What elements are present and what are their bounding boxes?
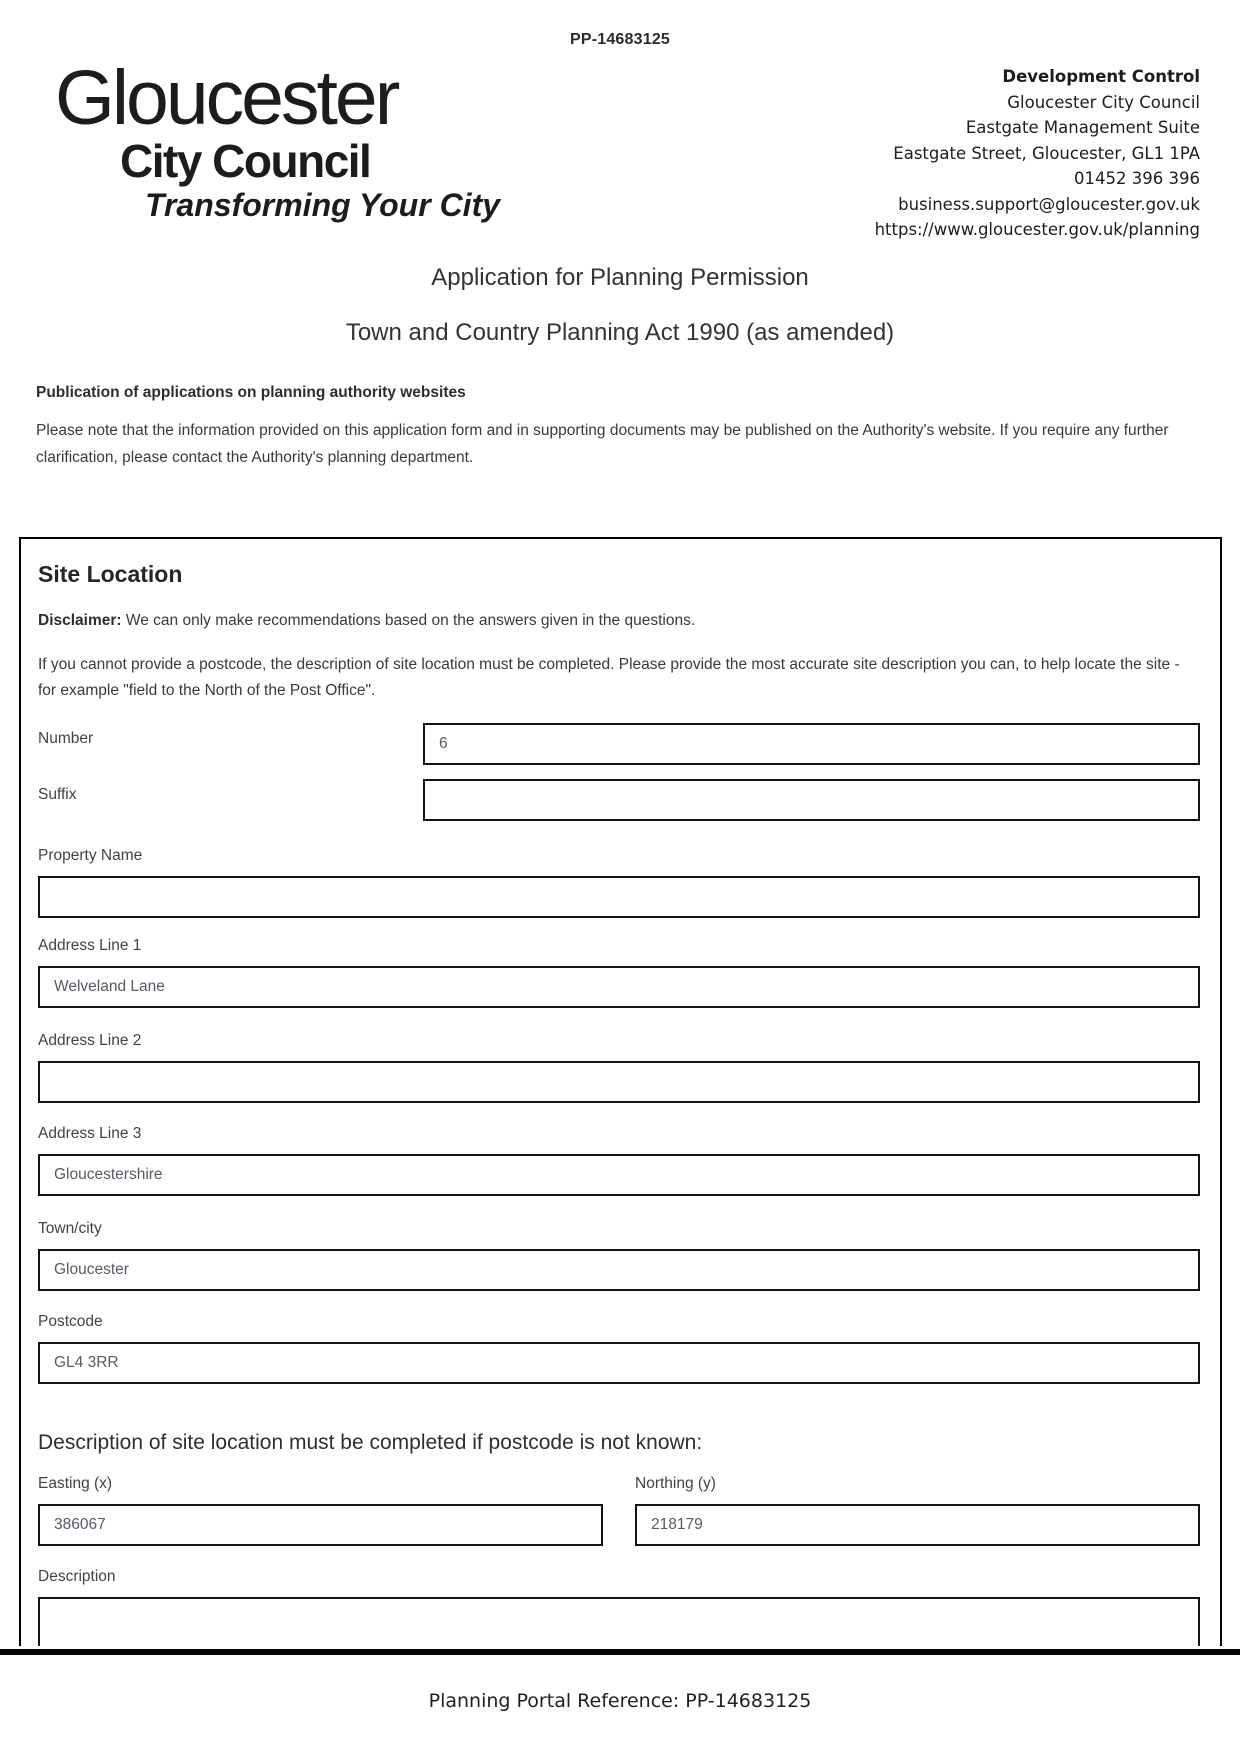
address-line-3-label: Address Line 3	[38, 1125, 142, 1142]
logo-name: Gloucester	[55, 55, 398, 141]
section-title: Site Location	[38, 561, 183, 587]
form-field-description	[38, 1568, 1200, 1646]
logo-tagline: Transforming Your City	[145, 187, 501, 223]
contact-block	[875, 64, 1200, 243]
contact-line: Eastgate Management Suite	[965, 118, 1200, 137]
page-edge-divider	[0, 1649, 1240, 1655]
northing-label: Northing (y)	[635, 1475, 716, 1492]
form-field-postcode	[38, 1313, 1200, 1384]
description-requirement-heading: Description of site location must be completed if postcode is not known:	[38, 1431, 703, 1454]
address-line-2-input[interactable]	[38, 1061, 1200, 1103]
site-location-section	[19, 537, 1222, 1646]
disclaimer	[38, 611, 1200, 631]
address-line-2-label: Address Line 2	[38, 1032, 142, 1049]
town-city-label: Town/city	[38, 1220, 102, 1237]
coordinates-row	[38, 1475, 1200, 1546]
suffix-label: Suffix	[38, 786, 77, 803]
address-line-1-label: Address Line 1	[38, 937, 142, 954]
description-textarea[interactable]	[38, 1597, 1200, 1646]
logo-subtitle: City Council	[120, 135, 371, 187]
planning-portal-reference: Planning Portal Reference: PP-14683125	[428, 1690, 812, 1712]
form-field-address-line-2	[38, 1032, 1200, 1103]
contact-email: business.support@gloucester.gov.uk	[898, 194, 1200, 214]
form-field-address-line-1	[38, 937, 1200, 1008]
postcode-label: Postcode	[38, 1313, 103, 1330]
property-name-label: Property Name	[38, 847, 143, 864]
page-title: Application for Planning Permission	[431, 264, 809, 291]
northing-input[interactable]	[635, 1504, 1200, 1546]
site-instructions: If you cannot provide a postcode, the description of site location must be completed. Please provide the most accurate site description you can, to help locate the site - for example "field to the North of the Post Office".	[38, 656, 1180, 699]
form-field-suffix	[38, 779, 1200, 821]
contact-line: Gloucester City Council	[1007, 92, 1200, 112]
number-input[interactable]	[423, 723, 1200, 765]
disclaimer-label: Disclaimer:	[38, 612, 122, 629]
postcode-input[interactable]	[38, 1342, 1200, 1384]
page-subtitle: Town and Country Planning Act 1990 (as amended)	[345, 319, 895, 346]
description-label: Description	[38, 1568, 116, 1585]
disclaimer-text: We can only make recommendations based on the answers given in the questions.	[125, 612, 696, 629]
gloucester-city-council-logo	[55, 55, 501, 223]
publication-heading: Publication of applications on planning authority websites	[36, 384, 466, 401]
address-line-1-input[interactable]	[38, 966, 1200, 1008]
easting-label: Easting (x)	[38, 1475, 113, 1492]
address-line-3-input[interactable]	[38, 1154, 1200, 1196]
form-field-northing	[635, 1475, 1200, 1546]
number-label: Number	[38, 730, 94, 747]
form-field-town-city	[38, 1220, 1200, 1291]
easting-input[interactable]	[38, 1504, 603, 1546]
contact-department: Development Control	[1002, 67, 1200, 86]
contact-phone: 01452 396 396	[1074, 169, 1200, 188]
form-field-number	[38, 723, 1200, 765]
contact-line: Eastgate Street, Gloucester, GL1 1PA	[893, 143, 1200, 163]
contact-url: https://www.gloucester.gov.uk/planning	[874, 220, 1200, 239]
form-field-easting	[38, 1475, 603, 1546]
publication-body: Please note that the information provided on this application form and in supporting documents may be published on the Authority's website. If you require any further clarification, please contact the Authority's planning department.	[36, 422, 1169, 466]
town-city-input[interactable]	[38, 1249, 1200, 1291]
application-reference: PP-14683125	[569, 31, 671, 48]
suffix-input[interactable]	[423, 779, 1200, 821]
property-name-input[interactable]	[38, 876, 1200, 918]
form-field-property-name	[38, 847, 1200, 918]
form-field-address-line-3	[38, 1125, 1200, 1196]
